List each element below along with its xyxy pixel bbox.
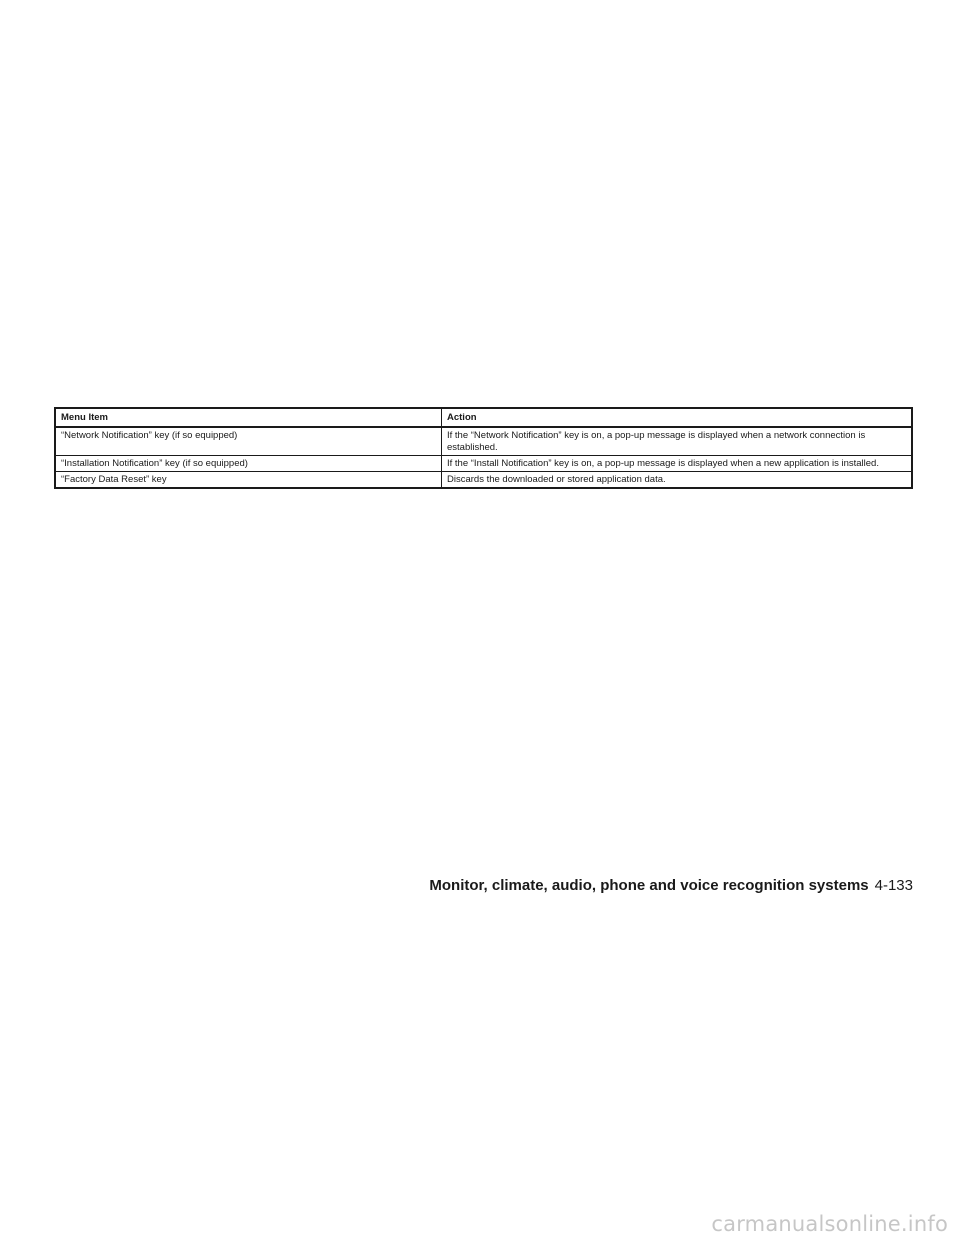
header-action: Action xyxy=(442,408,913,427)
watermark: carmanualsonline.info xyxy=(711,1212,948,1236)
action-cell: If the “Network Notification” key is on, a pop-up message is displayed when a network connection is established. xyxy=(442,427,913,456)
menu-item-cell: “Factory Data Reset” key xyxy=(55,472,442,489)
page-number: 4-133 xyxy=(874,877,913,894)
table-row xyxy=(55,427,912,456)
menu-item-cell: “Installation Notification” key (if so equipped) xyxy=(55,456,442,472)
settings-table xyxy=(54,407,913,489)
table-row xyxy=(55,456,912,472)
section-title: Monitor, climate, audio, phone and voice recognition systems xyxy=(429,877,869,894)
table-row xyxy=(55,472,912,489)
table-header-row xyxy=(55,408,912,427)
action-cell: Discards the downloaded or stored application data. xyxy=(442,472,913,489)
page-footer xyxy=(429,876,913,896)
action-cell: If the “Install Notification” key is on, a pop-up message is displayed when a new application is installed. xyxy=(442,456,913,472)
menu-item-cell: “Network Notification” key (if so equipped) xyxy=(55,427,442,456)
header-menu-item: Menu Item xyxy=(55,408,442,427)
